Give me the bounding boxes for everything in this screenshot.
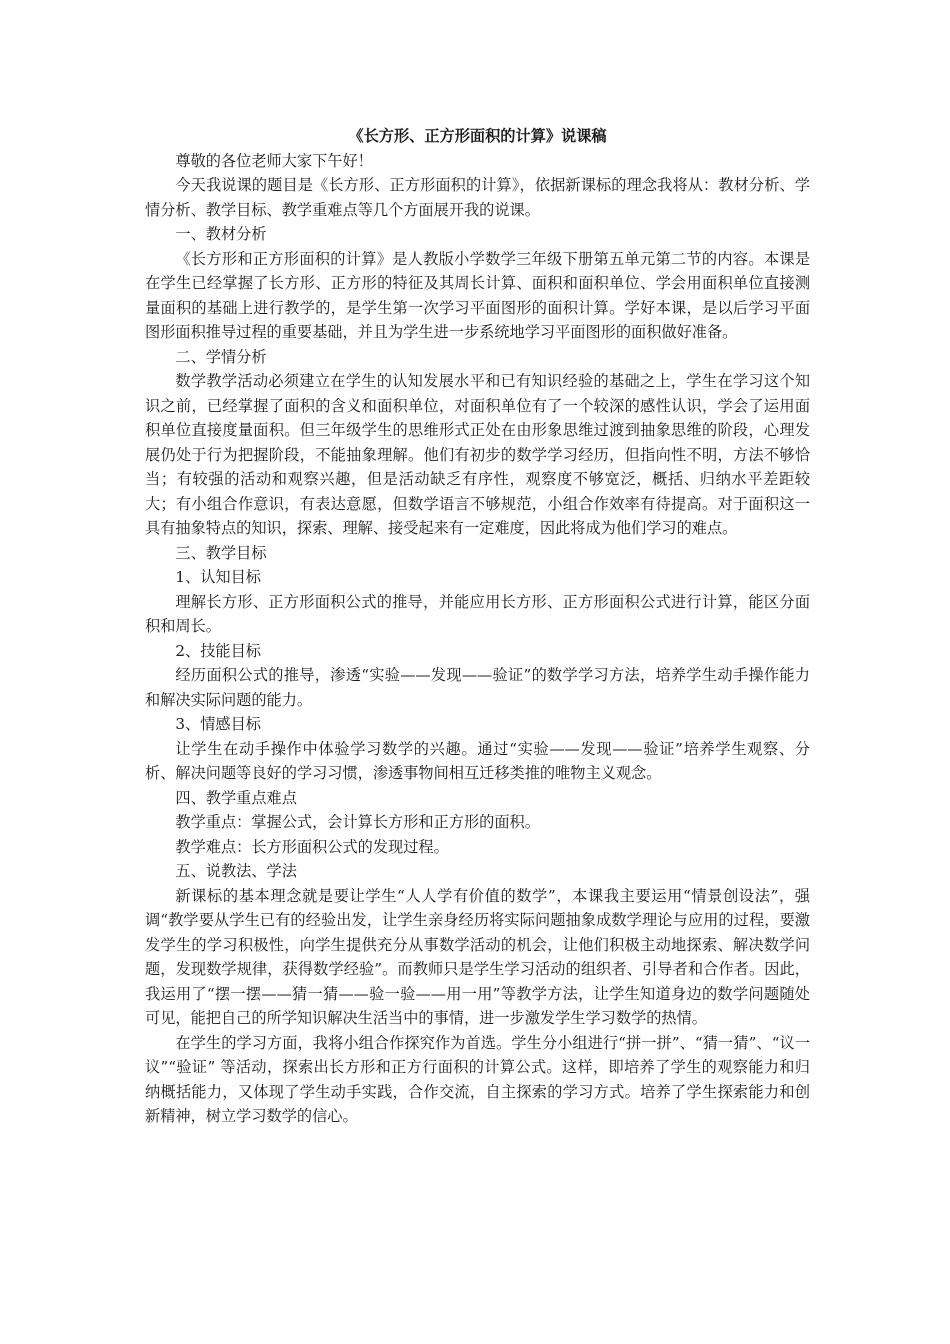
subheading-emotional-goal: 3、情感目标 xyxy=(175,715,261,733)
paragraph-cognitive-goal: 理解长方形、正方形面积公式的推导，并能应用长方形、正方形面积公式进行计算，能区分面积和周长。 xyxy=(145,592,810,635)
section-heading-methods: 五、说教法、学法 xyxy=(175,862,297,880)
document-page xyxy=(145,124,810,1129)
section-heading-textbook-analysis: 一、教材分析 xyxy=(175,225,267,243)
paragraph-learning-method: 在学生的学习方面，我将小组合作探究作为首选。学生分小组进行“拼一拼”、“猜一猜”、“议一议”“验证” 等活动，探索出长方形和正方行面积的计算公式。这样，即培养了学生的观察能力和归纳概括能力，又体现了学生动手实践，合作交流，自主探索的学习方式。培养了学生探索能力和创新精神，树立学习数学的信心。 xyxy=(145,1033,810,1125)
paragraph-textbook-analysis: 《长方形和正方形面积的计算》是人教版小学数学三年级下册第五单元第二节的内容。本课是在学生已经掌握了长方形、正方形的特征及其周长计算、面积和面积单位、学会用面积单位直接测量面积的基础上进行教学的，是学生第一次学习平面图形的面积计算。学好本课，是以后学习平面图形面积推导过程的重要基础，并且为学生进一步系统地学习平面图形的面积做好准备。 xyxy=(145,249,810,341)
greeting: 尊敬的各位老师大家下午好！ xyxy=(175,151,373,170)
paragraph-student-analysis: 数学教学活动必须建立在学生的认知发展水平和已有知识经验的基础之上，学生在学习这个知识之前，已经掌握了面积的含义和面积单位，对面积单位有了一个较深的感性认识，学会了运用面积单位直接度量面积。但三年级学生的思维形式正处在由形象思维过渡到抽象思维的阶段，心理发展仍处于行为把握阶段，不能抽象理解。他们有初步的数学学习经历，但指向性不明，方法不够恰当；有较强的活动和观察兴趣，但是活动缺乏有序性，观察度不够宽泛，概括、归纳水平差距较大；有小组合作意识，有表达意愿，但数学语言不够规范，小组合作效率有待提高。对于面积这一具有抽象特点的知识，探索、理解、接受起来有一定难度，因此将成为他们学习的难点。 xyxy=(145,372,810,537)
section-heading-student-analysis: 二、学情分析 xyxy=(175,347,267,366)
section-heading-teaching-goals: 三、教学目标 xyxy=(175,543,267,562)
subheading-skill-goal: 2、技能目标 xyxy=(175,641,261,660)
paragraph-emotional-goal: 让学生在动手操作中体验学习数学的兴趣。通过“实验——发现——验证”培养学生观察、分析、解决问题等良好的学习习惯，渗透事物间相互迁移类推的唯物主义观念。 xyxy=(145,739,810,782)
paragraph-teaching-method: 新课标的基本理念就是要让学生“人人学有价值的数学”，本课我主要运用“情景创设法”，强调“教学要从学生已有的经验出发，让学生亲身经历将实际问题抽象成数学理论与应用的过程，要激发学生的学习积极性，向学生提供充分从事数学活动的机会，让他们积极主动地探索、解决数学问题，发现数学规律，获得数学经验”。而教师只是学生学习活动的组织者、引导者和合作者。因此，我运用了“摆一摆——猜一猜——验一验——用一用”等教学方法，让学生知道身边的数学问题随处可见，能把自己的所学知识解决生活当中的事情，进一步激发学生学习数学的热情。 xyxy=(145,886,810,1027)
document-title: 《长方形、正方形面积的计算》说课稿 xyxy=(348,127,607,145)
subheading-cognitive-goal: 1、认知目标 xyxy=(175,568,261,586)
paragraph-skill-goal: 经历面积公式的推导，渗透“实验——发现——验证”的数学学习方法，培养学生动手操作能力和解决实际问题的能力。 xyxy=(145,666,810,709)
paragraph-difficult-point: 教学难点：长方形面积公式的发现过程。 xyxy=(175,837,449,856)
intro-paragraph: 今天我说课的题目是《长方形、正方形面积的计算》，依据新课标的理念我将从：教材分析、学情分析、教学目标、教学重难点等几个方面展开我的说课。 xyxy=(145,176,810,219)
paragraph-key-point: 教学重点：掌握公式，会计算长方形和正方形的面积。 xyxy=(175,813,540,831)
section-heading-key-points: 四、教学重点难点 xyxy=(175,788,297,807)
